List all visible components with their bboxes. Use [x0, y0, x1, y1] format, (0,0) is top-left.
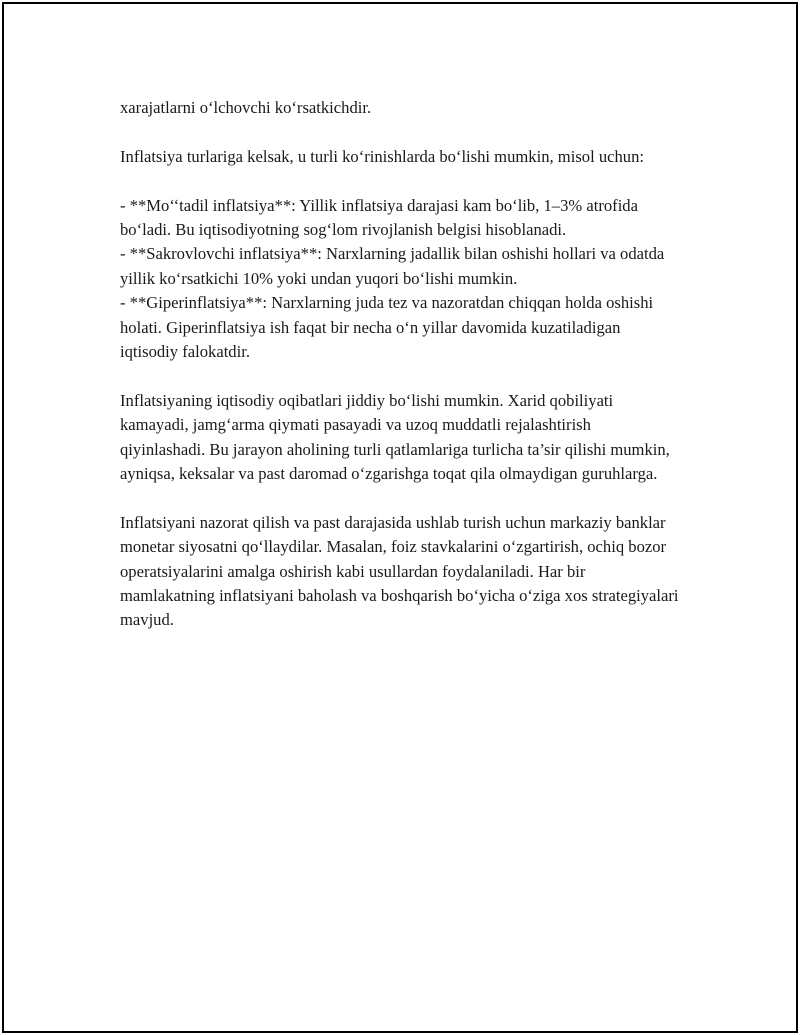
list-item-moderate-inflation: - **Mo‘‘tadil inflatsiya**: Yillik inflatsiya darajasi kam bo‘lib, 1–3% atrofida bo‘ladi. Bu iqtisodiyotning sog‘lom rivojlanish belgisi hisoblanadi. — [120, 195, 638, 239]
paragraph-inflation-types: Inflatsiya turlariga kelsak, u turli ko‘rinishlarda bo‘lishi mumkin, misol uchun: — [120, 146, 644, 166]
paragraph-economic-consequences: Inflatsiyaning iqtisodiy oqibatlari jiddiy bo‘lishi mumkin. Xarid qobiliyati kamayadi, jamg‘arma qiymati pasayadi va uzoq muddatli rejalashtirish qiyinlashadi. Bu jarayon aholining turli qatlamlariga turlicha ta’sir qilishi mumkin, ayniqsa, keksalar va past daromad o‘zgarishga toqat qila olmaydigan guruhlarga. — [120, 390, 670, 484]
document-page — [2, 2, 798, 1033]
paragraph-intro-fragment: xarajatlarni o‘lchovchi ko‘rsatkichdir. — [120, 98, 372, 117]
list-item-galloping-inflation: - **Sakrovlovchi inflatsiya**: Narxlarning jadallik bilan oshishi hollari va odatda yillik ko‘rsatkichi 10% yoki undan yuqori bo‘lishi mumkin. — [120, 244, 665, 288]
document-body — [120, 96, 680, 657]
list-item-hyperinflation: - **Giperinflatsiya**: Narxlarning juda tez va nazoratdan chiqqan holda oshishi holati. Giperinflatsiya ish faqat bir necha o‘n yillar davomida kuzatiladigan iqtisodiy falokatdir. — [120, 293, 654, 362]
inflation-types-list — [120, 194, 680, 365]
paragraph-inflation-control: Inflatsiyani nazorat qilish va past darajasida ushlab turish uchun markaziy banklar monetar siyosatni qo‘llaydilar. Masalan, foiz stavkalarini o‘zgartirish, ochiq bozor operatsiyalarini amalga oshirish kabi usullardan foydalaniladi. Har bir mamlakatning inflatsiyani baholash va boshqarish bo‘yicha o‘ziga xos strategiyalari mavjud. — [120, 512, 679, 630]
